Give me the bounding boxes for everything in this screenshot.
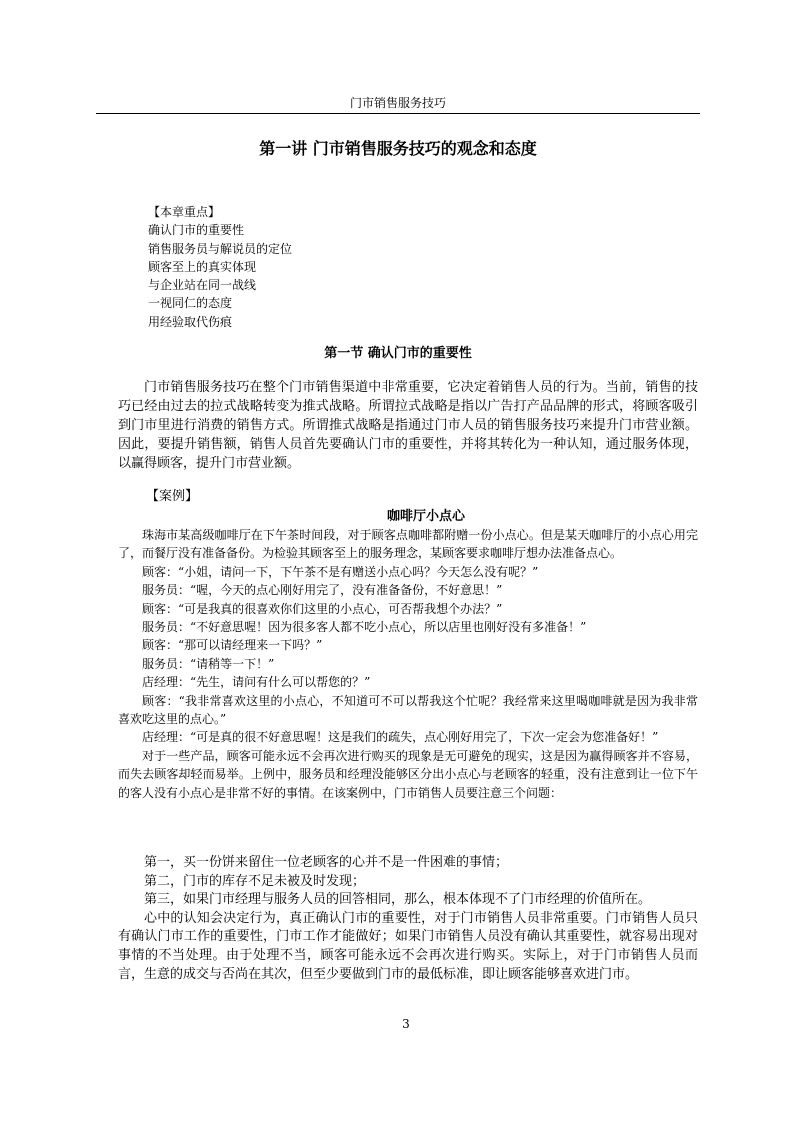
running-header: 门市销售服务技巧: [349, 96, 446, 110]
chapter-title: 第一讲 门市销售服务技巧的观念和态度: [259, 139, 537, 158]
dialogue-line: 店经理：“可是真的很不好意思喔！这是我们的疏失，点心刚好用完了，下次一定会为您准备好！”: [142, 730, 659, 745]
key-point-item: 一视同仁的态度: [148, 296, 233, 311]
closing-paragraph: 第一，买一份饼来留住一位老顾客的心并不是一件困难的事情；: [144, 855, 509, 870]
dialogue-line: 服务员：“不好意思喔！因为很多客人都不吃小点心，所以店里也刚好没有多准备！”: [142, 620, 587, 635]
case-analysis-paragraph: 对于一些产品，顾客可能永远不会再次进行购买的现象是无可避免的现实，这是因为赢得顾客并不容易，而失去顾客却轻而易举。上例中，服务员和经理没能够区分出小点心与老顾客的轻重，没有注意到让一位下午的客人没有小点心是非常不好的事情。在该案例中，门市销售人员要注意三个问题：: [118, 748, 698, 800]
case-title: 咖啡厅小点心: [386, 509, 465, 524]
case-paragraph: 珠海市某高级咖啡厅在下午茶时间段，对于顾客点咖啡都附赠一份小点心。但是某天咖啡厅的小点心用完了，而餐厅没有准备备份。为检验其顾客至上的服务理念，某顾客要求咖啡厅想办法准备点心。: [118, 528, 698, 561]
intro-paragraph: 门市销售服务技巧在整个门市销售渠道中非常重要，它决定着销售人员的行为。当前，销售的技巧已经由过去的拉式战略转变为推式战略。所谓拉式战略是指以广告打产品品牌的形式，将顾客吸引到门市里进行消费的销售方式。所谓推式战略是指通过门市人员的销售服务技巧来提升门市营业额。因此，要提升销售额，销售人员首先要确认门市的重要性，并将其转化为一种认知，通过服务体现，以赢得顾客，提升门市营业额。: [118, 380, 698, 471]
closing-paragraph: 心中的认知会决定行为，真正确认门市的重要性，对于门市销售人员非常重要。门市销售人员只有确认门市工作的重要性，门市工作才能做好；如果门市销售人员没有确认其重要性，就容易出现对事情的不当处理。由于处理不当，顾客可能永远不会再次进行购买。实际上，对于门市销售人员而言，生意的成交与否尚在其次，但至少要做到门市的最低标准，即让顾客能够喜欢进门市。: [118, 910, 698, 982]
closing-paragraph: 第三，如果门市经理与服务人员的回答相同，那么，根本体现不了门市经理的价值所在。: [144, 892, 652, 908]
dialogue-line: 顾客：“那可以请经理来一下吗？”: [142, 638, 323, 653]
section-intro: [118, 378, 698, 473]
key-point-item: 确认门市的重要性: [148, 223, 245, 238]
closing-paragraph: 第二，门市的库存不足未被及时发现；: [144, 873, 366, 889]
key-point-item: 销售服务员与解说员的定位: [148, 241, 293, 256]
section-title: 第一节 确认门市的重要性: [324, 346, 472, 361]
key-point-item: 用经验取代伤痕: [148, 314, 233, 329]
key-point-item: 顾客至上的真实体现: [148, 259, 257, 274]
dialogue-line: 服务员：“请稍等一下！”: [142, 656, 275, 671]
case-body: [118, 526, 698, 802]
page-number: 3: [402, 1017, 410, 1031]
header-rule: [96, 113, 700, 114]
key-points: [148, 203, 292, 331]
key-points-heading: 【本章重点】: [148, 205, 221, 219]
dialogue-line: 顾客：“小姐，请问一下，下午茶不是有赠送小点心吗？今天怎么没有呢？”: [142, 564, 539, 579]
dialogue-line: 顾客：“可是我真的很喜欢你们这里的小点心，可否帮我想个办法？”: [142, 601, 503, 616]
case-label: 【案例】: [146, 489, 199, 504]
dialogue-line: 店经理：“先生，请问有什么可以帮您的？”: [142, 675, 371, 690]
dialogue-line: 服务员：“喔，今天的点心刚好用完了，没有准备备份，不好意思！”: [142, 583, 503, 598]
closing-text: [118, 854, 698, 984]
dialogue-line: 顾客：“我非常喜欢这里的小点心，不知道可不可以帮我这个忙呢？我经常来这里喝咖啡就是因为我非常喜欢吃这里的点心。”: [118, 693, 698, 727]
key-point-item: 与企业站在同一战线: [148, 278, 257, 293]
